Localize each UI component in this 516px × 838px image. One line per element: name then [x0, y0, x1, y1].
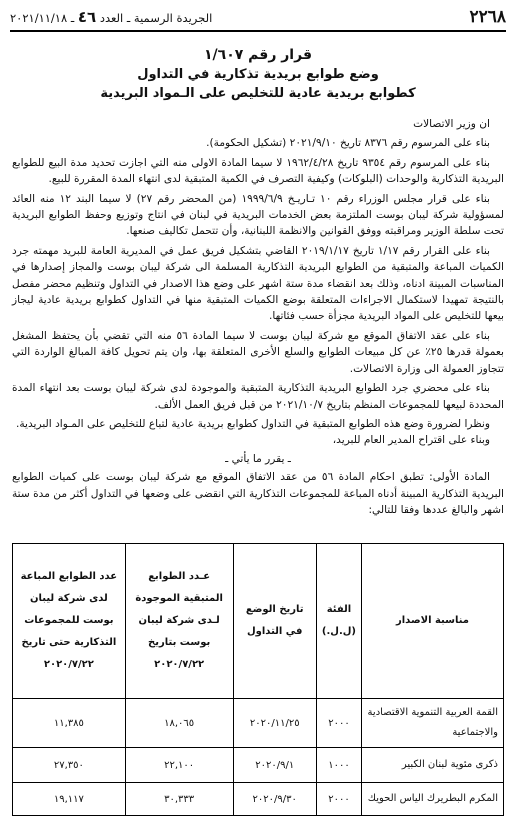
- table-row: [13, 783, 504, 816]
- cell-occasion: ذكرى مئوية لبنان الكبير: [362, 748, 504, 783]
- recital-paragraph: بناء على عقد الاتفاق الموقع مع شركة ليبان بوست لا سيما المادة ٥٦ منه التي تقضي بأن يحتفظ المشغل بعمولة قدرها ٢٥٪ عن كل مبيعات الطوابع والسلع الأخرى المتعلقة بها، وان يتم تحويل كافة المبالغ الواردة التي تتجاوز العمولة الى وزارة الاتصالات.: [12, 329, 504, 375]
- recital-paragraph: بناء على القرار رقم ١/١٧ تاريخ ٢٠١٩/١/١٧ القاضي بتشكيل فريق عمل في المديرية العامة للبريد مهمته جرد الكميات المباعة والمتبقية من الطوابع البريدية التذكارية المسلمة الى شركة ليبان بوست والمجاز إصدارها في المناسبات المبينة ادناه، وذلك بعد انقضاء مدة ستة اشهر على وضع هذا الاصدار في التداول وتنظيم محضر مفصل بالنتيجة تمهيدا لاستكمال الاجراءات المتعلقة بوضع الكميات المتبقية منها في التداول كطوابع بريدية عادية ليجاز بيعها للتخليص على المواد البريدية مجزأة حسب فئاتها.: [12, 244, 504, 323]
- cell-sold: ٢٧,٣٥٠: [13, 748, 126, 783]
- cell-occasion: القمة العربية التنموية الاقتصادية والاجتماعية: [362, 699, 504, 748]
- decision-subject-line1: وضع طوابع بريدية تذكارية في التداول: [137, 67, 379, 82]
- cell-issue-date: ٢٠٢٠/١١/٢٥: [233, 699, 316, 748]
- cell-issue-date: ٢٠٢٠/٩/٣٠: [233, 783, 316, 816]
- decision-subject-line2: كطوابع بريدية عادية للتخليص على الـمواد البريدية: [100, 86, 416, 101]
- minister-line: ان وزير الاتصالات: [413, 118, 490, 130]
- recital-paragraph: وبناء على اقتراح المدير العام للبريد،: [332, 434, 490, 447]
- decision-body: [12, 116, 504, 518]
- cell-sold: ١١,٣٨٥: [13, 699, 126, 748]
- table-row: [13, 748, 504, 783]
- cell-sold: ١٩,١١٧: [13, 783, 126, 816]
- cell-remaining: ٢٢,١٠٠: [125, 748, 233, 783]
- recital-paragraph: بناء على المرسوم رقم ٨٣٧٦ تاريخ ٢٠٢١/٩/١٠ (تشكيل الحكومة).: [206, 137, 490, 150]
- decides-heading: ـ يقرر ما يأتي ـ: [225, 452, 291, 465]
- page-number: ٢٢٦٨: [469, 7, 506, 27]
- recital-paragraph: ونظرا لضرورة وضع هذه الطوابع المتبقية في التداول كطوابع بريدية عادية لتباع للتخليص على المـواد البريدية.: [15, 417, 490, 430]
- cell-occasion: المكرم البطريرك الياس الحويك: [362, 783, 504, 816]
- journal-name: الجريدة الرسمية ـ العدد: [99, 11, 213, 25]
- cell-remaining: ٣٠,٣٣٣: [125, 783, 233, 816]
- col-header-occasion: مناسبة الاصدار: [362, 544, 504, 699]
- decision-title: [10, 46, 506, 103]
- article-one: المادة الأولى: تطبق احكام المادة ٥٦ من عقد الاتفاق الموقع مع شركة ليبان بوست على كميات الطوابع البريدية التذكارية المبينة أدناه المباعة للمجموعات التذكارية التي انقضى على وضعها في التداول أكثر من مدة ستة اشهر والبالغ عددها وفقا للتالي:: [12, 471, 504, 516]
- header-rule: [10, 30, 506, 32]
- col-header-denomination: الفئة (ل.ل.): [316, 544, 361, 699]
- journal-line: [10, 8, 212, 26]
- stamps-table: [12, 543, 504, 816]
- cell-remaining: ١٨,٠٦٥: [125, 699, 233, 748]
- issue-number: ٤٦: [77, 8, 97, 26]
- cell-denomination: ٢٠٠٠: [316, 699, 361, 748]
- cell-denomination: ١٠٠٠: [316, 748, 361, 783]
- cell-denomination: ٢٠٠٠: [316, 783, 361, 816]
- decision-number: قرار رقم ١/٦٠٧: [204, 47, 312, 63]
- issue-date: ـ ٢٠٢١/١١/١٨: [10, 11, 75, 25]
- col-header-remaining: عـدد الطوابع المتبقية الموجودة لـدى شركة ليبان بوست بتاريخ ٢٠٢٠/٧/٢٢: [125, 544, 233, 699]
- col-header-sold: عدد الطوابع المباعة لدى شركة ليبان بوست للمجموعات التذكارية حتى تاريخ ٢٠٢٠/٧/٢٢: [13, 544, 126, 699]
- running-header: [10, 6, 506, 28]
- recital-paragraph: بناء على المرسوم رقم ٩٣٥٤ تاريخ ١٩٦٢/٤/٢٨ لا سيما المادة الاولى منه التي اجازت تحديد مدة البيع للطوابع البريدية التذكارية والوحدات (البلوكات) وكيفية التصرف في الكمية المتبقية لدى انتهاء المدة المقررة للبيع.: [12, 156, 504, 186]
- table-row: [13, 699, 504, 748]
- recital-paragraph: بناء على قرار مجلس الوزراء رقم ١٠ تـاريـخ ١٩٩٩/٦/٩ (من المحضر رقم ٢٧) لا سيما البند ١٢ منه العائد لمسؤولية شركة ليبان بوست الملتزمة بعض الخدمات البريدية في لبنان في انتاج وتوزيع وحفظ الطوابع البريدية تحت سلطة الوزير ومراقبته ووفق القوانين والانظمة اللبنانية، وأن تتحمل تكاليف صنعها.: [12, 192, 504, 238]
- col-header-issue-date: تاريخ الوضع في التداول: [233, 544, 316, 699]
- table-header-row: [13, 544, 504, 699]
- cell-issue-date: ٢٠٢٠/٩/١: [233, 748, 316, 783]
- recital-paragraph: بناء على محضري جرد الطوابع البريدية التذكارية المتبقية والموجودة لدى شركة ليبان بوست بعد انتهاء المدة المحددة لبيعها للمجموعات المنظم بتاريخ ٢٠٢١/١٠/٧ من قبل فريق العمل الألف.: [12, 382, 504, 411]
